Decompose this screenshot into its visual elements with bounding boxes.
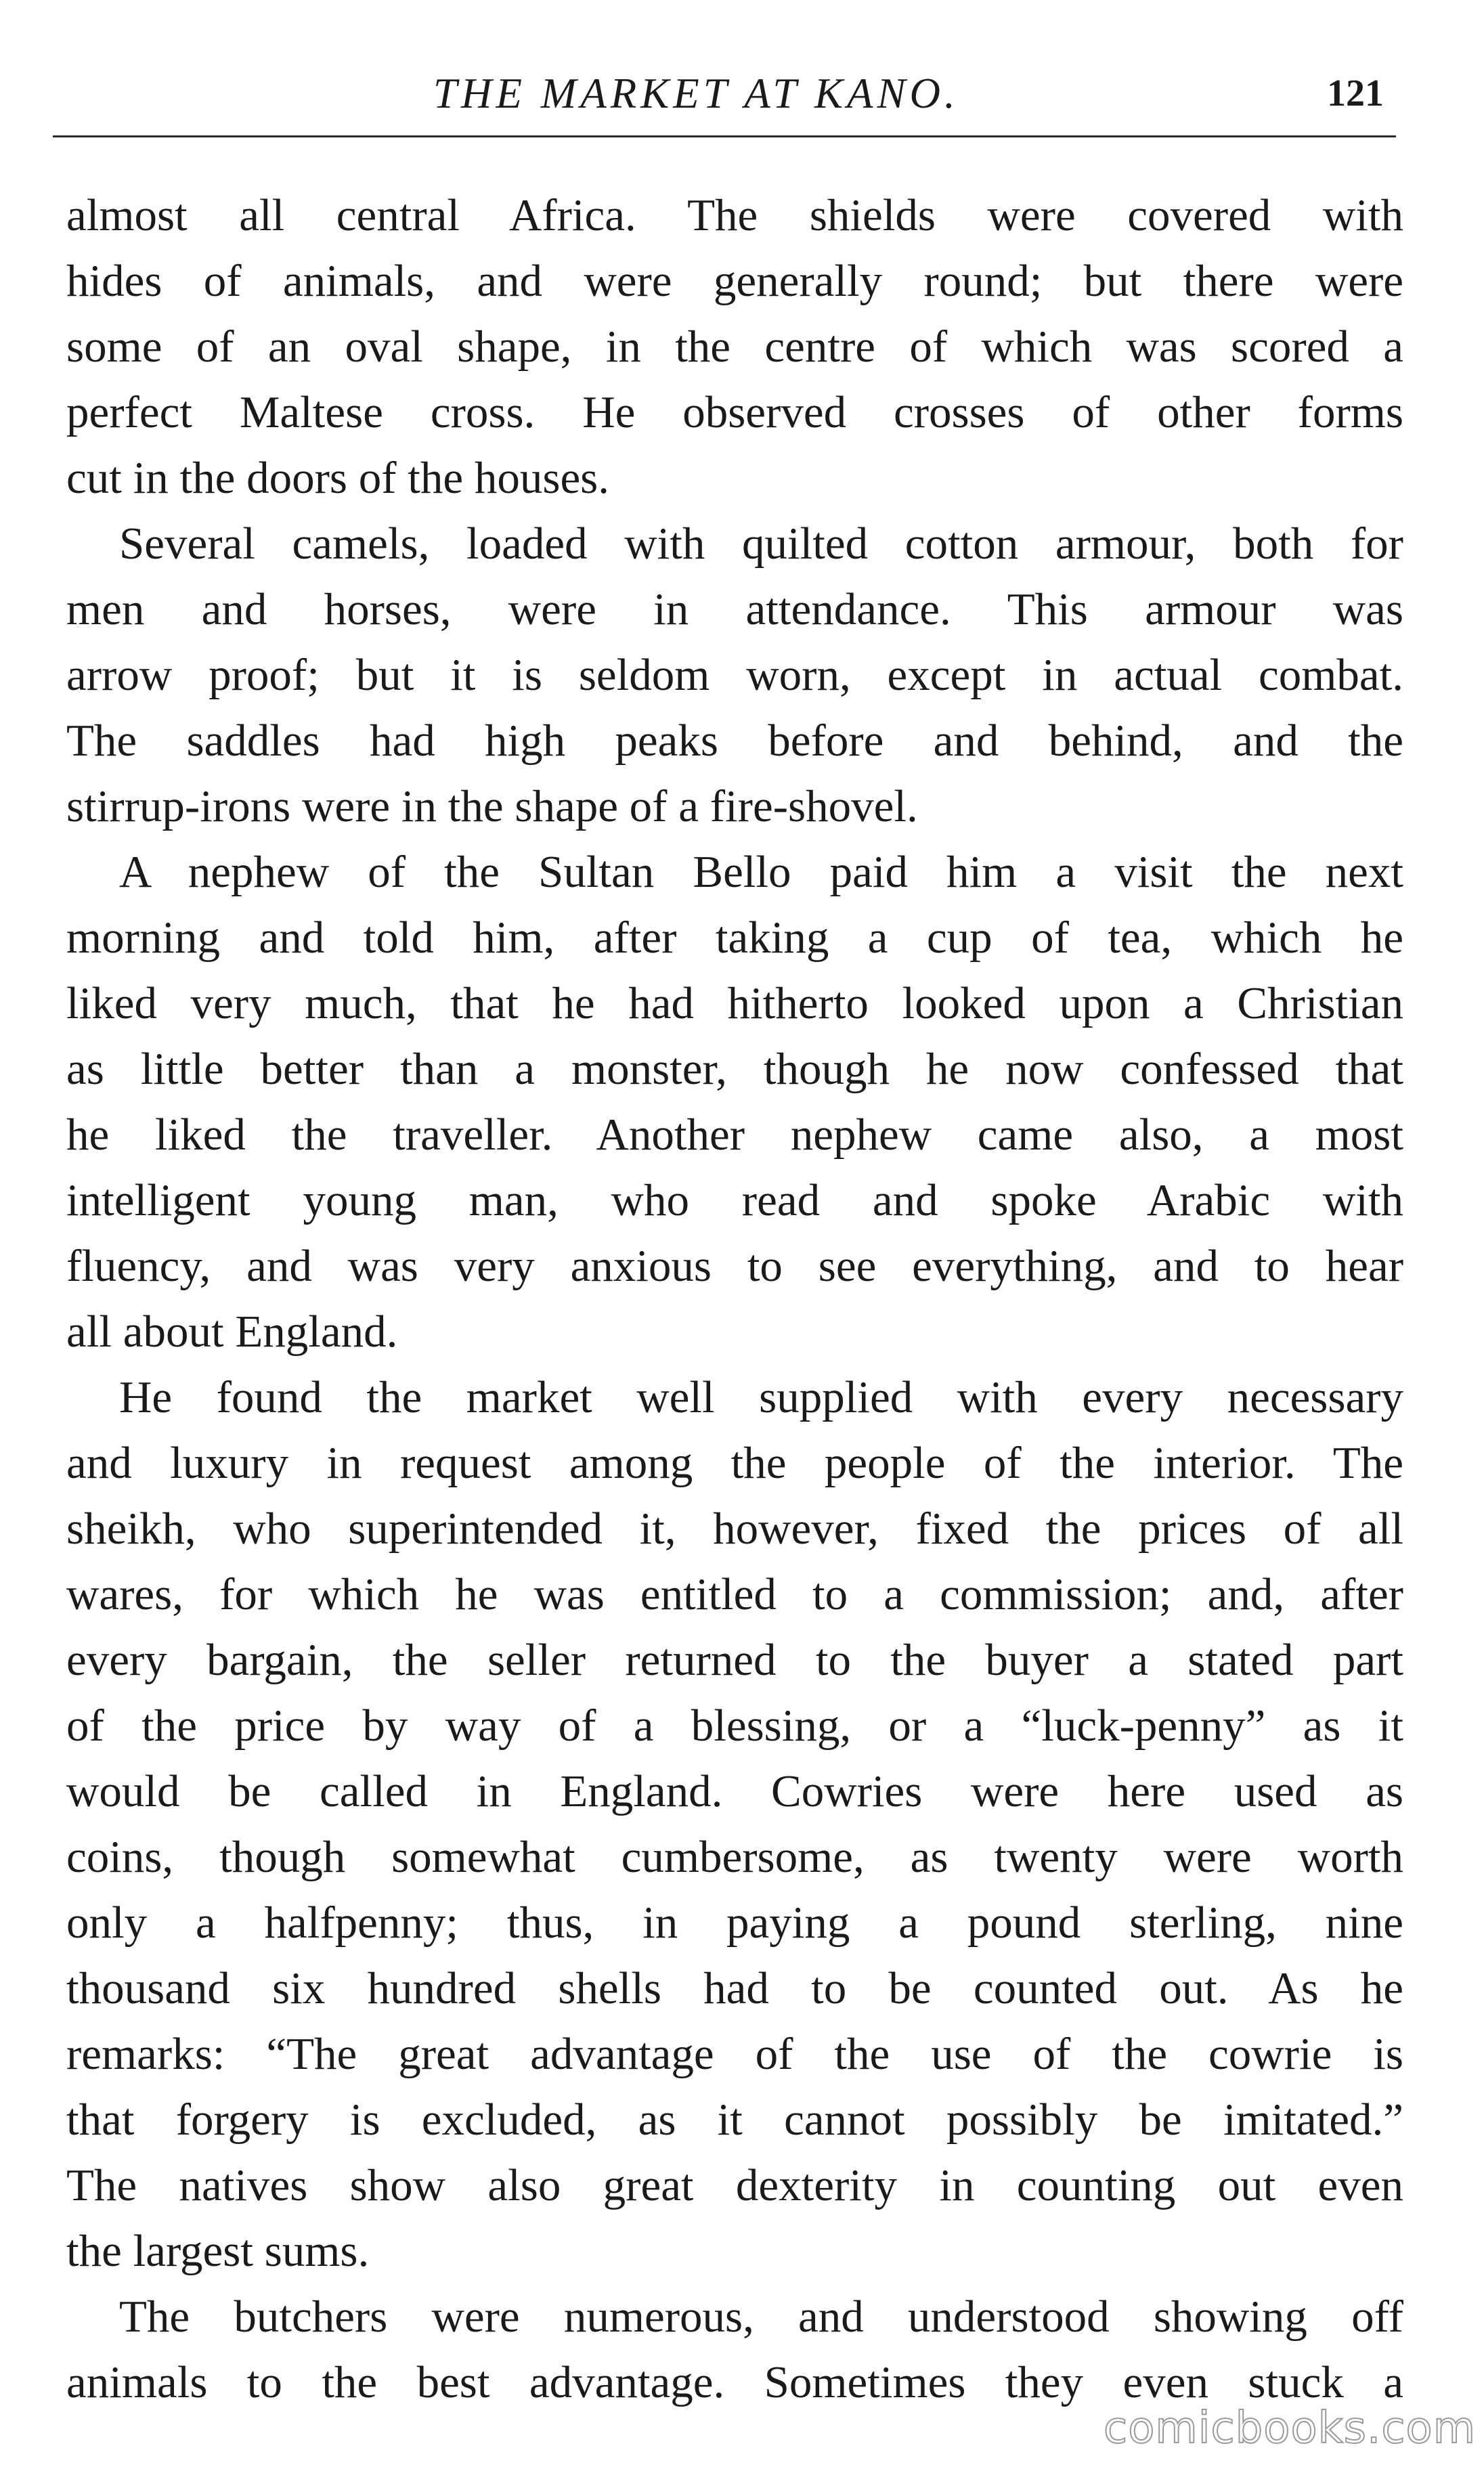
text-line: intelligent young man, who read and spoke Arabic with [66,1175,1403,1225]
text-line: Several camels, loaded with quilted cotton armour, both for [119,519,1403,569]
text-line: remarks: “The great advantage of the use of the cowrie is [66,2029,1403,2079]
text-line: stirrup-irons were in the shape of a fire-shovel. [66,781,918,831]
text-line: The natives show also great dexterity in counting out even [66,2160,1403,2210]
text-line: would be called in England. Cowries were here used as [66,1766,1403,1816]
text-line: The butchers were numerous, and understood showing off [119,2292,1403,2342]
text-line: animals to the best advantage. Sometimes they even stuck a [66,2357,1403,2407]
text-line: men and horses, were in attendance. This armour was [66,584,1403,634]
running-title: THE MARKET AT KANO. [433,70,959,117]
text-line: He found the market well supplied with every necessary [119,1372,1403,1422]
paragraph [66,511,1403,839]
text-line: wares, for which he was entitled to a commission; and, after [66,1569,1403,1619]
running-header [0,42,1484,123]
text-line: that forgery is excluded, as it cannot possibly be imitated.” [66,2095,1403,2145]
text-line: and luxury in request among the people of the interior. The [66,1438,1403,1488]
watermark: comicbooks.com [1104,2403,1477,2453]
page-number: 121 [1327,72,1384,114]
text-line: liked very much, that he had hitherto looked upon a Christian [66,978,1403,1028]
text-line: sheikh, who superintended it, however, fixed the prices of all [66,1504,1403,1554]
paragraph [66,839,1403,1365]
text-line: hides of animals, and were generally round; but there were [66,256,1403,306]
text-line: fluency, and was very anxious to see everything, and to hear [66,1241,1403,1291]
text-line: The saddles had high peaks before and behind, and the [66,716,1403,766]
text-line: morning and told him, after taking a cup of tea, which he [66,913,1403,963]
text-line: as little better than a monster, though he now confessed that [66,1044,1403,1094]
text-line: the largest sums. [66,2226,370,2276]
paragraph [66,2284,1403,2415]
text-line: cut in the doors of the houses. [66,453,610,503]
paragraph [66,183,1403,511]
text-line: thousand six hundred shells had to be counted out. As he [66,1963,1403,2013]
paragraph [66,1365,1403,2284]
text-line: some of an oval shape, in the centre of which was scored a [66,322,1403,372]
text-line: of the price by way of a blessing, or a “luck-penny” as it [66,1701,1403,1751]
text-line: he liked the traveller. Another nephew came also, a most [66,1110,1403,1160]
text-line: A nephew of the Sultan Bello paid him a visit the next [119,847,1403,897]
text-line: perfect Maltese cross. He observed crosses of other forms [66,387,1403,437]
text-line: all about England. [66,1307,398,1357]
text-line: coins, though somewhat cumbersome, as twenty were worth [66,1832,1403,1882]
text-line: almost all central Africa. The shields were covered with [66,190,1403,240]
text-line: every bargain, the seller returned to the buyer a stated part [66,1635,1403,1685]
header-rule [53,135,1396,137]
body-text [66,183,1403,2415]
text-line: only a halfpenny; thus, in paying a pound sterling, nine [66,1898,1403,1948]
text-line: arrow proof; but it is seldom worn, except in actual combat. [66,650,1403,700]
